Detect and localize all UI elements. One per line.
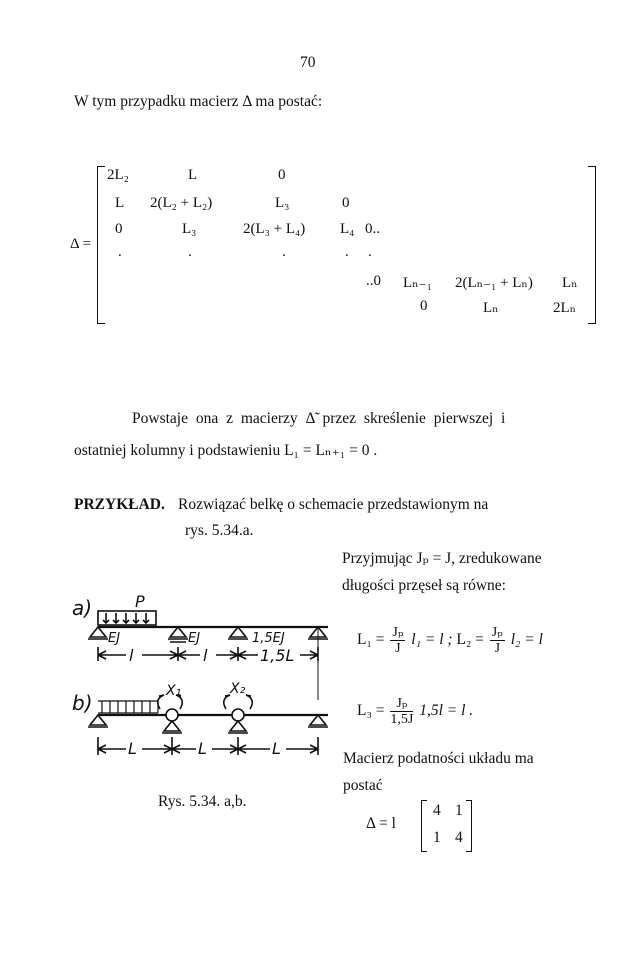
hinge-1 — [166, 709, 178, 721]
example-text-2: rys. 5.34.a. — [185, 522, 254, 539]
support-a2 — [168, 627, 188, 642]
small-matrix-lhs: Δ = l — [366, 815, 396, 832]
hinge-2 — [232, 709, 244, 721]
load-arrows — [103, 613, 149, 623]
ej-2: EJ — [188, 631, 201, 646]
m-r2c3: L₃ — [275, 195, 290, 211]
matrix-symbol: Δ = — [70, 236, 92, 252]
flex-text-2: postać — [343, 777, 383, 794]
l1-lhs: L₁ = — [357, 631, 385, 649]
formula-l1-l2 — [357, 625, 543, 656]
m-r6c3: 2Lₙ — [553, 300, 577, 316]
m-r4c5: . — [368, 244, 372, 260]
moment-x2 — [224, 695, 253, 709]
span-b3: L — [272, 739, 281, 758]
l3-den: 1,5J — [390, 712, 414, 727]
ej-1: EJ — [108, 631, 121, 646]
paragraph-line-1: Powstaje ona z macierzy Δ̃ przez skreślenie pierwszej i — [132, 410, 506, 427]
sm-r1c2: 1 — [455, 802, 463, 819]
example-label: PRZYKŁAD. — [74, 496, 165, 513]
support-a1 — [88, 627, 108, 639]
l3-lhs: L₃ = — [357, 702, 385, 720]
m-r4c4: . — [345, 244, 349, 260]
beam-figure — [60, 585, 340, 785]
span-b2: L — [198, 739, 207, 758]
m-r5c3: Lₙ — [562, 275, 578, 291]
example-text: Rozwiązać belkę o schemacie przedstawionym na — [178, 496, 489, 513]
matrix-left-bracket — [97, 166, 105, 324]
m-r3c5: 0.. — [365, 221, 380, 237]
support-b1 — [88, 715, 108, 727]
l3-fraction — [390, 696, 413, 727]
m-r4c1: . — [118, 244, 122, 260]
distributed-load-b — [98, 701, 158, 713]
formula-l3 — [357, 696, 473, 727]
l1-den: J — [395, 641, 401, 656]
m-r3c2: L₃ — [182, 221, 197, 237]
right-text-1: Przyjmując Jₚ = J, zredukowane — [342, 550, 542, 567]
m-r1c1: 2L₂ — [107, 167, 129, 183]
m-r5c2: 2(Lₙ₋₁ + Lₙ) — [455, 275, 533, 291]
m-r1c2: L — [188, 167, 198, 183]
page-number: 70 — [300, 54, 316, 71]
m-r2c1: L — [115, 195, 125, 211]
m-r2c2: 2(L₂ + L₂) — [150, 195, 213, 211]
m-r5-prefix: ..0 — [366, 273, 381, 289]
paragraph-line-2: ostatniej kolumny i podstawieniu L₁ = Lₙ₊₁ = 0 . — [74, 442, 378, 459]
x1-label: X₁ — [166, 683, 182, 699]
span-b1: L — [128, 739, 137, 758]
m-r1c3: 0 — [278, 167, 286, 183]
m-r6c1: 0 — [420, 298, 428, 314]
l1-rhs: l₁ = l ; — [411, 631, 453, 649]
span-a1: l — [129, 646, 134, 665]
l3-num: Jₚ — [390, 696, 413, 712]
sm-r1c1: 4 — [433, 802, 441, 819]
l1-fraction — [390, 625, 405, 656]
m-r4c3: . — [282, 244, 286, 260]
m-r6c2: Lₙ — [483, 300, 499, 316]
l2-lhs: L₂ = — [456, 631, 484, 649]
sm-r2c1: 1 — [433, 829, 441, 846]
support-b4 — [308, 715, 328, 727]
small-matrix-left-bracket — [421, 800, 427, 852]
l1-num: Jₚ — [392, 625, 404, 640]
x2-label: X₂ — [230, 681, 246, 697]
m-r5c1: Lₙ₋₁ — [403, 275, 432, 291]
support-a3 — [228, 627, 248, 639]
support-b2 — [162, 721, 182, 733]
m-r3c1: 0 — [115, 221, 123, 237]
l2-fraction — [490, 625, 505, 656]
l2-rhs: l₂ = l — [510, 631, 543, 649]
span-a3: 1,5L — [260, 646, 295, 665]
span-a2: l — [203, 646, 208, 665]
small-matrix-right-bracket — [466, 800, 472, 852]
intro-text: W tym przypadku macierz Δ ma postać: — [74, 93, 323, 110]
m-r3c4: L₄ — [340, 221, 355, 237]
label-b: b) — [72, 691, 93, 715]
m-r3c3: 2(L₃ + L₄) — [243, 221, 306, 237]
sm-r2c2: 4 — [455, 829, 463, 846]
l3-rhs: 1,5l = l . — [419, 702, 474, 720]
figure-caption: Rys. 5.34. a,b. — [158, 793, 247, 810]
flex-text-1: Macierz podatności układu ma — [343, 750, 534, 767]
l2-num: Jₚ — [491, 625, 503, 640]
ej-3: 1,5EJ — [252, 631, 285, 646]
m-r2c4: 0 — [342, 195, 350, 211]
m-r4c2: . — [188, 244, 192, 260]
matrix-right-bracket — [588, 166, 596, 324]
support-b3 — [228, 721, 248, 733]
label-a: a) — [72, 596, 93, 620]
load-label: P — [135, 592, 145, 611]
right-text-2: długości przęseł są równe: — [342, 577, 506, 594]
l2-den: J — [494, 641, 501, 656]
